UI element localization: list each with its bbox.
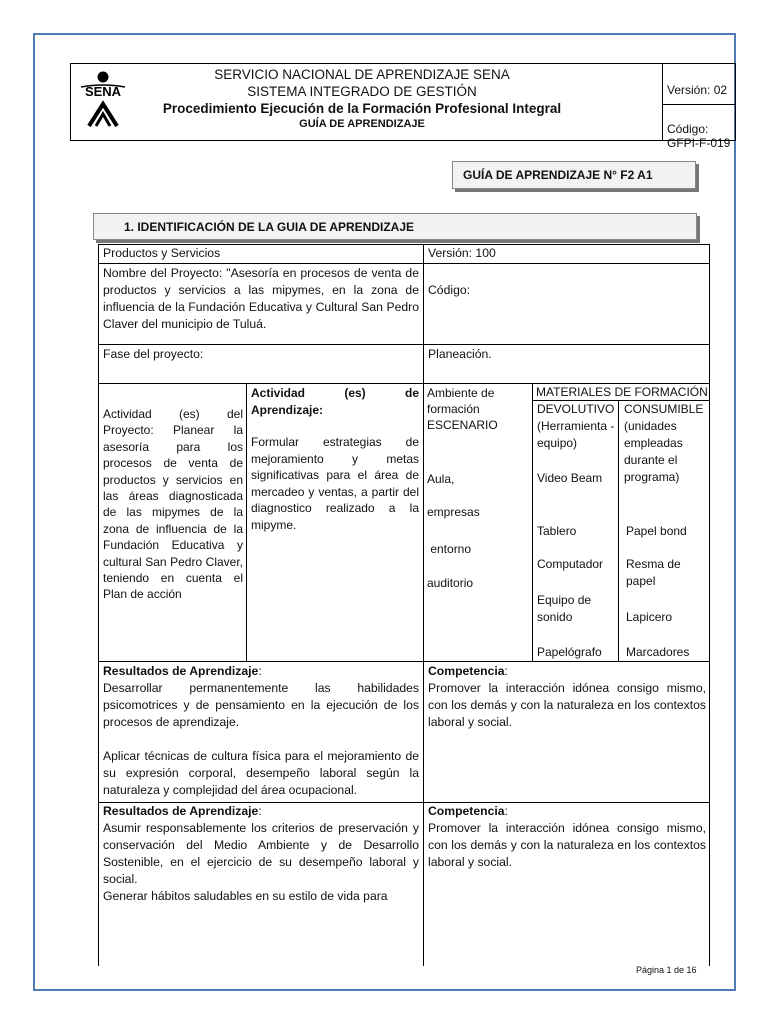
learning-results-2-heading: Resultados de Aprendizaje: — [103, 804, 262, 818]
program-name: Productos y Servicios — [103, 246, 221, 260]
header-line-3: Procedimiento Ejecución de la Formación Profesional Integral — [162, 101, 562, 116]
materials-title: MATERIALES DE FORMACIÓN — [536, 385, 708, 399]
header-titles — [131, 66, 593, 131]
consumable-header: CONSUMIBLE (unidades empleadas durante el programa) — [624, 402, 704, 484]
learning-results-1-p2: Aplicar técnicas de cultura física para el mejoramiento de su expresión corporal, desempeño laboral según la naturaleza y complejidad del área ocupacional. — [103, 749, 419, 797]
environment-item: Aula, — [427, 472, 455, 486]
learning-results-1-heading: Resultados de Aprendizaje: — [103, 664, 262, 678]
consumable-item: Lapicero — [626, 610, 673, 624]
guide-number-box: GUÍA DE APRENDIZAJE N° F2 A1 — [452, 161, 696, 189]
phase-label: Fase del proyecto: — [103, 347, 204, 361]
returnable-item: Equipo de sonido — [537, 593, 592, 624]
competence-1-label: Competencia — [428, 664, 505, 678]
header-divider-vertical — [662, 64, 663, 140]
environment-label: Ambiente de formación ESCENARIO — [427, 386, 498, 432]
table-border-right — [709, 244, 710, 966]
project-name: Nombre del Proyecto: "Asesoría en procesos de venta de productos y servicios a las mipymes, en la zona de influencia de la Fundación Educativa y Cultural San Pedro Claver del municipio de Tuluá. — [103, 266, 419, 331]
learning-results-1-p1: Desarrollar permanentemente las habilidades psicomotrices y de pensamiento en la ejecución de los procesos de aprendizaje. — [103, 681, 419, 729]
learning-results-2-label: Resultados de Aprendizaje — [103, 804, 259, 818]
row-line-4 — [98, 661, 710, 662]
learning-activity-label: Actividad (es) de Aprendizaje: — [251, 386, 419, 417]
competence-1-heading: Competencia: — [428, 664, 508, 678]
project-activity: Actividad (es) del Proyecto: Planear la asesoría para los procesos de venta de productos y servicios en las áreas diagnosticada de las mipymes de la zona de influencia de la Fundación Educativa y cultural San Pedro Claver, teniendo en cuenta el Plan de acción — [103, 407, 243, 602]
document-header — [70, 63, 736, 150]
header-divider-horizontal — [662, 104, 736, 105]
program-version: Versión: 100 — [428, 246, 496, 260]
returnable-item: Computador — [537, 557, 604, 571]
learning-results-1-label: Resultados de Aprendizaje — [103, 664, 259, 678]
row-line-2 — [98, 344, 710, 345]
header-version: Versión: 02 — [667, 83, 728, 97]
header-code: Código: GFPI-F-019 — [667, 122, 731, 150]
returnable-item: Video Beam — [537, 471, 603, 485]
consumable-item: Resma de papel — [626, 557, 681, 588]
header-line-4: GUÍA DE APRENDIZAJE — [299, 118, 425, 130]
environment-item: auditorio — [427, 576, 474, 590]
identification-table — [98, 244, 710, 966]
section-1-title: 1. IDENTIFICACIÓN DE LA GUIA DE APRENDIZAJE — [93, 213, 697, 240]
learning-results-2-p1: Asumir responsablemente los criterios de preservación y conservación del Medio Ambiente y de Desarrollo Sostenible, en el ejercicio de su desempeño laboral y social. — [103, 821, 419, 886]
consumable-item: Marcadores — [626, 645, 690, 659]
materials-divider-left — [532, 383, 533, 661]
row-line-1 — [98, 263, 710, 264]
header-line-1: SERVICIO NACIONAL DE APRENDIZAJE SENA — [214, 67, 510, 82]
returnable-item: Papelógrafo — [537, 645, 602, 659]
competence-2-text: Promover la interacción idónea consigo mismo, con los demás y con la naturaleza en los contextos laboral y social. — [428, 821, 706, 869]
competence-1-text: Promover la interacción idónea consigo mismo, con los demás y con la naturaleza en los contextos laboral y social. — [428, 681, 706, 729]
learning-activity-text: Formular estrategias de mejoramiento y metas significativas para el área de mercadeo y ventas, a partir del diagnostico realizado a la mipyme. — [251, 435, 419, 532]
table-border-left — [98, 244, 99, 966]
activity-divider — [246, 383, 247, 661]
table-divider-main — [423, 244, 424, 966]
page-number: Página 1 de 16 — [636, 965, 697, 975]
sena-logo-text: SENA — [84, 84, 122, 99]
phase-value: Planeación. — [428, 347, 492, 361]
competence-2-heading: Competencia: — [428, 804, 508, 818]
returnable-item: Tablero — [537, 524, 577, 538]
header-line-2: SISTEMA INTEGRADO DE GESTIÓN — [247, 84, 477, 99]
returnable-header: DEVOLUTIVO (Herramienta - equipo) — [537, 402, 615, 450]
sena-logo — [75, 68, 131, 130]
environment-item: entorno — [427, 542, 472, 556]
competence-2-label: Competencia — [428, 804, 505, 818]
consumable-item: Papel bond — [626, 524, 687, 538]
materials-divider-middle — [618, 400, 619, 661]
learning-results-2-p2: Generar hábitos saludables en su estilo de vida para — [103, 889, 388, 903]
project-code: Código: — [428, 283, 471, 297]
environment-item: empresas — [427, 505, 480, 519]
